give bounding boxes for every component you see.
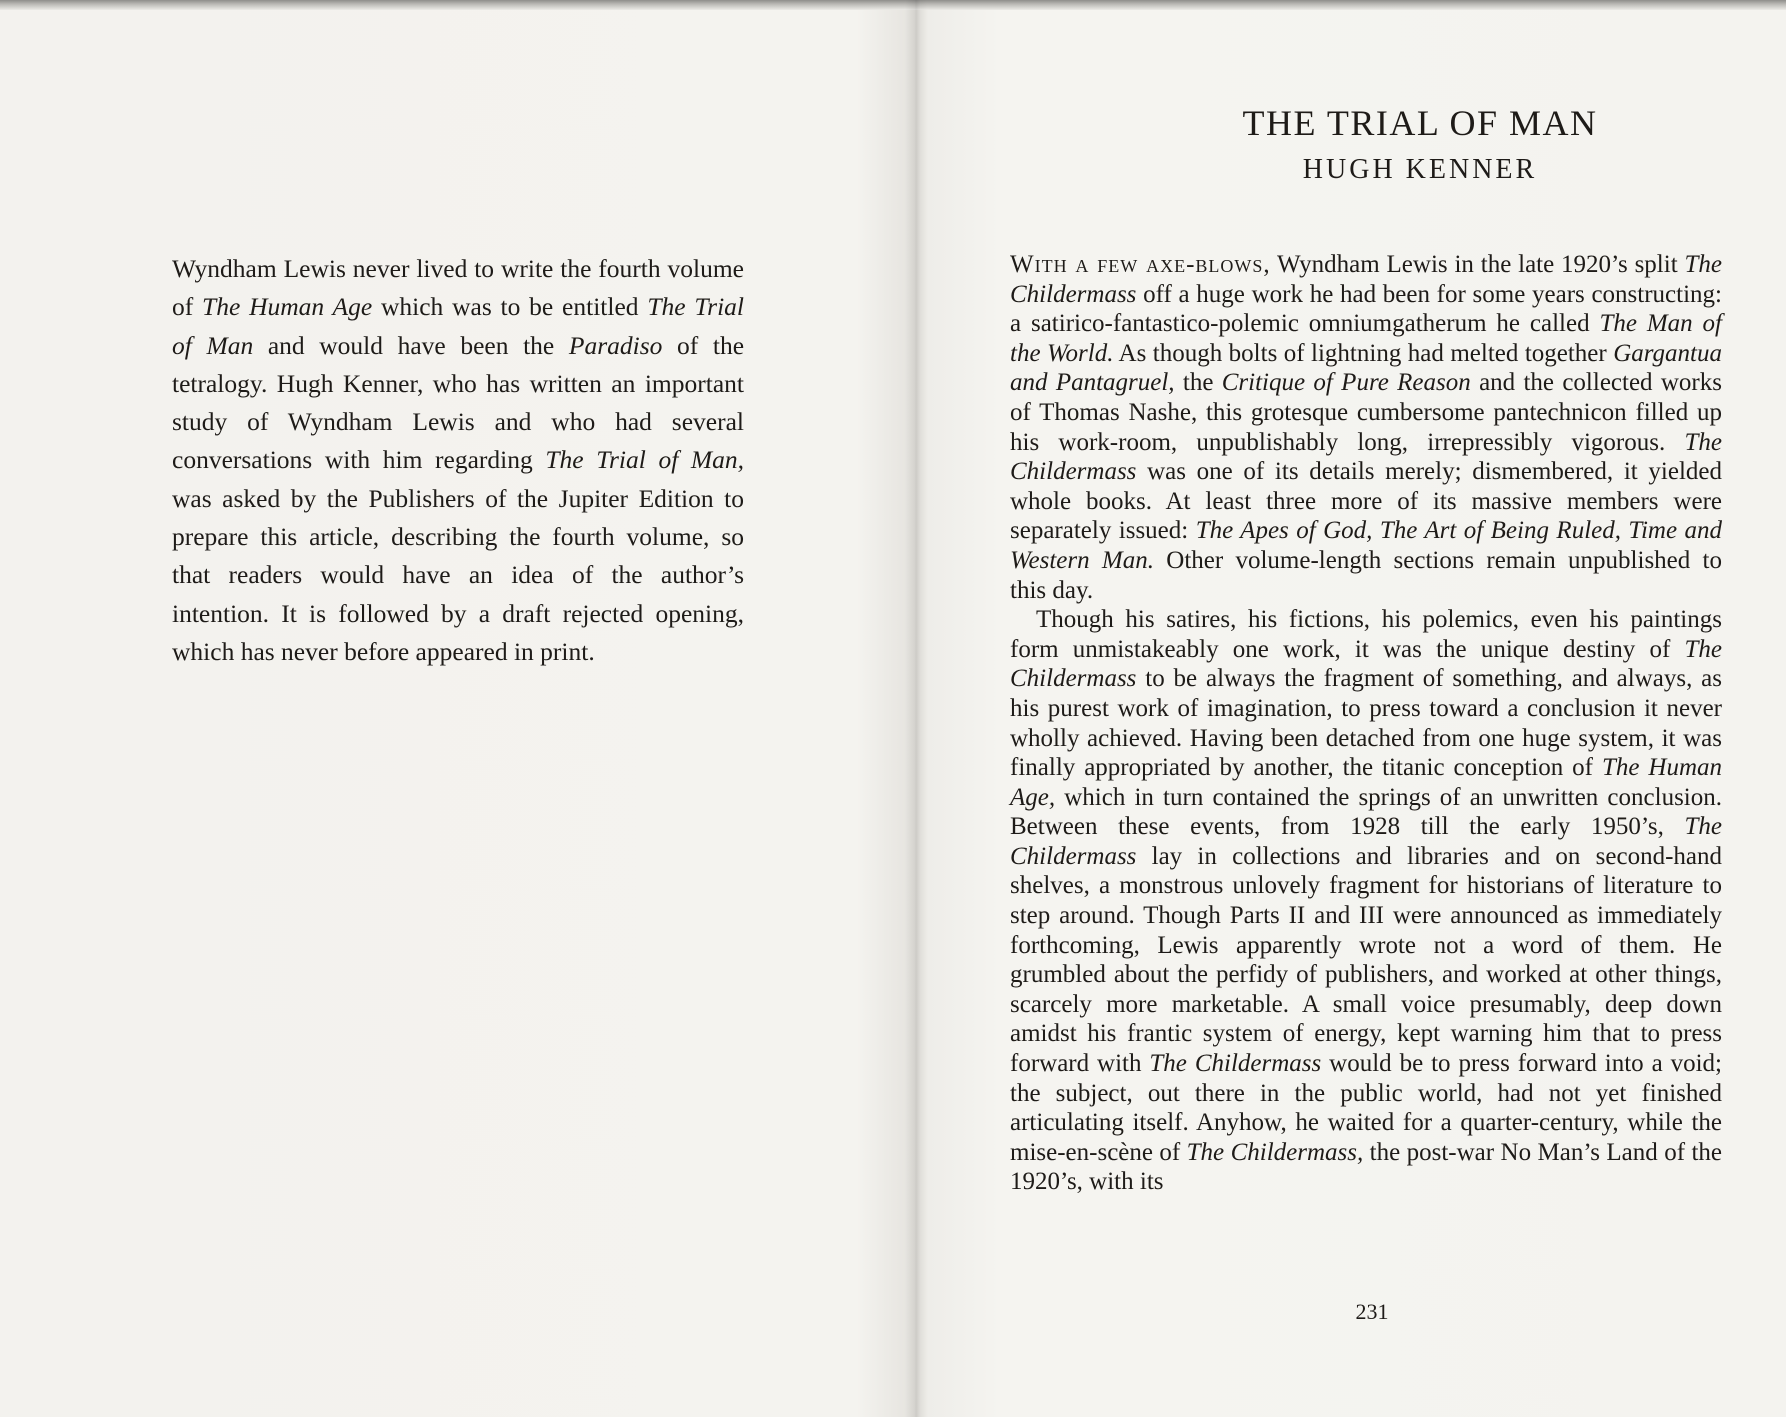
right-page: [920, 0, 1786, 1417]
book-title-ref: The Man of the World.: [1010, 310, 1722, 367]
book-title-ref: Paradiso: [568, 330, 663, 360]
book-title-ref: The Childermass: [1010, 813, 1722, 870]
book-title-ref: The Childermass,: [1186, 1138, 1364, 1166]
chapter-title: THE TRIAL OF MAN: [1242, 103, 1598, 143]
body-text: off a huge work he had been for some years constructing: a satirico-fantastico-polemic omniumgatherum he called: [1010, 280, 1722, 338]
body-text: Other volume-length sections remain unpublished to this day.: [1010, 546, 1722, 604]
intro-text: of the tetralogy. Hugh Kenner, who has written an important study of Wyndham Lewis and who had several conversations with him regarding: [172, 330, 745, 475]
body-text: lay in collections and libraries and on second-hand shelves, a monstrous unlovely fragment for historians of literature to step around. Though Parts II and III were announced as immediately forthcoming, Lewis apparently wrote not a word of them. He grumbled about the perfidy of publishers, and worked at other things, scarcely more marketable. A small voice presumably, deep down amidst his frantic system of energy, kept warning him that to press forward with: [1010, 842, 1722, 1078]
intro-text: was asked by the Publishers of the Jupiter Edition to prepare this article, describing the fourth volume, so that readers would have an idea of the author’s intention. It is followed by a draft rejected opening, which has never before appeared in print.: [172, 483, 744, 666]
body-text: the: [1174, 369, 1222, 397]
intro-text: and would have been the: [253, 330, 569, 360]
book-title-ref: The Childermass: [1010, 251, 1722, 308]
book-title-ref: The Apes of God, The Art of Being Ruled, Time and Western Man.: [1010, 517, 1722, 574]
book-title-ref: The Childermass: [1010, 635, 1722, 693]
essay-body: [1010, 250, 1722, 1197]
page-number: 231: [1355, 1299, 1389, 1324]
book-title-ref: The Trial of Man: [172, 292, 744, 360]
body-text: Though his satires, his fictions, his polemics, even his paintings form unmistakeably one work, it was the unique destiny of: [1010, 606, 1722, 663]
body-text: to be always the fragment of something, and always, as his purest work of imagination, to press toward a conclusion it never wholly achieved. Having been detached from one huge system, it was finally appropriated by another, the titanic conception of: [1010, 665, 1722, 782]
chapter-author: HUGH KENNER: [1302, 154, 1538, 185]
paragraph-1: [1010, 250, 1722, 605]
book-title-ref: The Trial of Man,: [545, 445, 745, 475]
body-text: and the collected works of Thomas Nashe, this grotesque cumbersome pantechnicon filled up his work-room, unpublishably long, irrepressibly vigorous.: [1010, 369, 1722, 456]
intro-text: which was to be entitled: [372, 292, 648, 322]
book-title-ref: The Childermass: [1010, 428, 1722, 486]
book-title-ref: The Childermass: [1149, 1050, 1322, 1078]
book-title-ref: Gargantua and Pantagruel,: [1010, 339, 1723, 397]
book-title-ref: The Human Age,: [1010, 754, 1722, 811]
editorial-note: [172, 250, 744, 671]
intro-text: Wyndham Lewis never lived to write the fourth volume of: [172, 254, 744, 322]
paragraph-2: [1010, 605, 1722, 1197]
body-text: which in turn contained the springs of an unwritten conclusion. Between these events, from 1928 till the early 1950’s,: [1010, 783, 1722, 841]
book-title-ref: The Human Age: [202, 292, 373, 322]
book-title-ref: Critique of Pure Reason: [1221, 369, 1471, 397]
body-text: was one of its details merely; dismembered, it yielded whole books. At least three more of its massive members were separately issued:: [1010, 458, 1722, 545]
body-text: would be to press forward into a void; the subject, out there in the public world, had not yet finished articulating itself. Anyhow, he waited for a quarter-century, while the mise-en-scène of: [1010, 1050, 1722, 1166]
body-text: As though bolts of lightning had melted together: [1113, 339, 1614, 367]
body-text: the post-war No Man’s Land of the 1920’s, with its: [1010, 1138, 1722, 1196]
lead-in-small-caps: With a few axe-blows,: [1010, 251, 1271, 278]
body-text: Wyndham Lewis in the late 1920’s split: [1270, 251, 1685, 278]
